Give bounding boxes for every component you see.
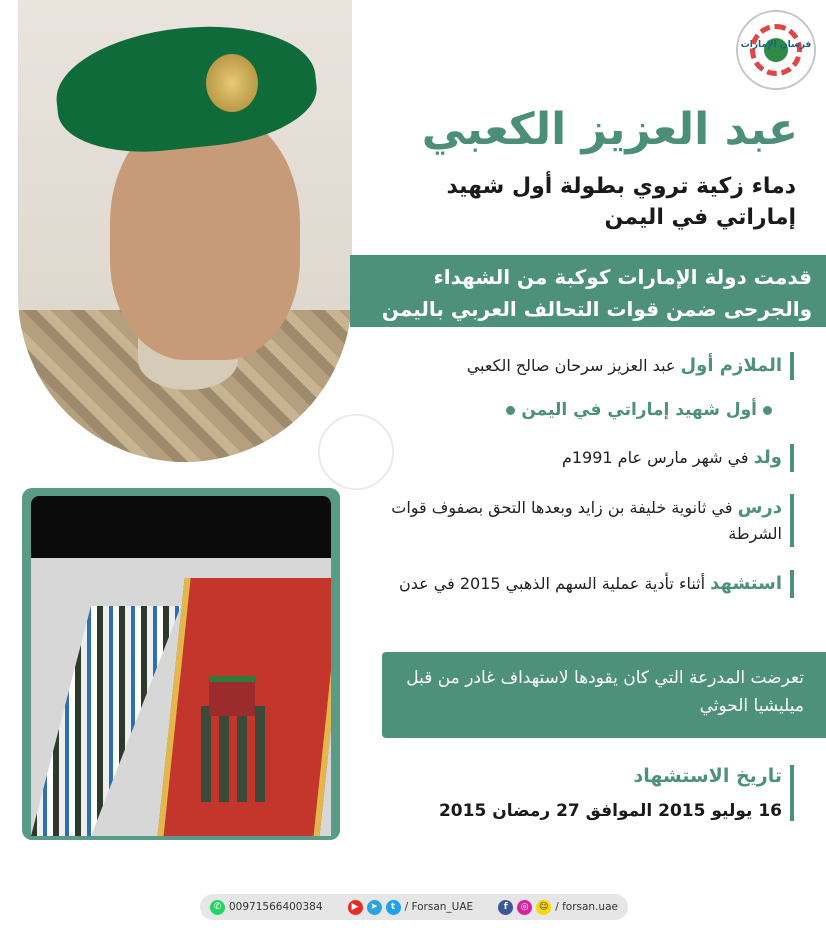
fact-martyred-lead: استشهد — [710, 573, 782, 594]
bullet-dot-icon — [506, 406, 515, 415]
fact-study-text: في ثانوية خليفة بن زايد وبعدها التحق بصفوف قوات الشرطة — [391, 498, 782, 543]
social-group-2[interactable] — [498, 900, 618, 915]
whatsapp-number: 00971566400384 — [229, 901, 323, 913]
youtube-icon: ▶ — [348, 900, 363, 915]
fact-rank-text: عبد العزيز سرحان صالح الكعبي — [466, 356, 676, 375]
attack-banner: تعرضت المدرعة التي كان يقودها لاستهداف غادر من قبل ميليشيا الحوثي — [382, 652, 826, 738]
martyr-name: عبد العزيز الكعبي — [421, 104, 798, 155]
fact-study-lead: درس — [737, 497, 782, 518]
facebook-icon: f — [498, 900, 513, 915]
social-handle-2: / forsan.uae — [555, 901, 618, 913]
fact-martyred — [362, 570, 794, 598]
fact-rank-lead: الملازم أول — [680, 355, 782, 376]
flag-coffin — [209, 676, 255, 716]
forsan-logo — [736, 10, 816, 90]
whatsapp-icon: ✆ — [210, 900, 225, 915]
fact-born-text: في شهر مارس عام 1991م — [561, 448, 749, 467]
soldier-portrait — [18, 0, 352, 462]
snapchat-icon: ☺ — [536, 900, 551, 915]
logo-text: فرسان الإمارات — [740, 40, 812, 50]
whatsapp-contact[interactable] — [210, 900, 323, 915]
coalition-banner: قدمت دولة الإمارات كوكبة من الشهداء والجرحى ضمن قوات التحالف العربي باليمن — [350, 255, 826, 327]
fact-rank — [362, 352, 794, 380]
bullet-dot-icon — [763, 406, 772, 415]
subtitle: دماء زكية تروي بطولة أول شهيد إماراتي في اليمن — [446, 174, 796, 230]
fact-study — [362, 494, 794, 547]
twitter-icon: t — [386, 900, 401, 915]
social-footer — [200, 894, 628, 920]
fact-born-lead: ولد — [753, 447, 782, 468]
instagram-icon: ◎ — [517, 900, 532, 915]
fact-born — [362, 444, 794, 472]
telegram-icon: ➤ — [367, 900, 382, 915]
social-group-1[interactable] — [348, 900, 474, 915]
fact-first-martyr-text: أول شهيد إماراتي في اليمن — [521, 400, 757, 420]
fact-martyred-text: أثناء تأدية عملية السهم الذهبي 2015 في عدن — [399, 574, 706, 593]
beret-badge-icon — [206, 54, 258, 112]
ceremony-photo — [31, 496, 331, 836]
martyrdom-date-value: 16 يوليو 2015 الموافق 27 رمضان 2015 — [438, 801, 782, 821]
social-handle-1: / Forsan_UAE — [404, 901, 474, 913]
fact-first-martyr — [378, 397, 786, 423]
martyrdom-date — [362, 765, 794, 821]
martyrdom-date-label: تاريخ الاستشهاد — [633, 765, 782, 787]
